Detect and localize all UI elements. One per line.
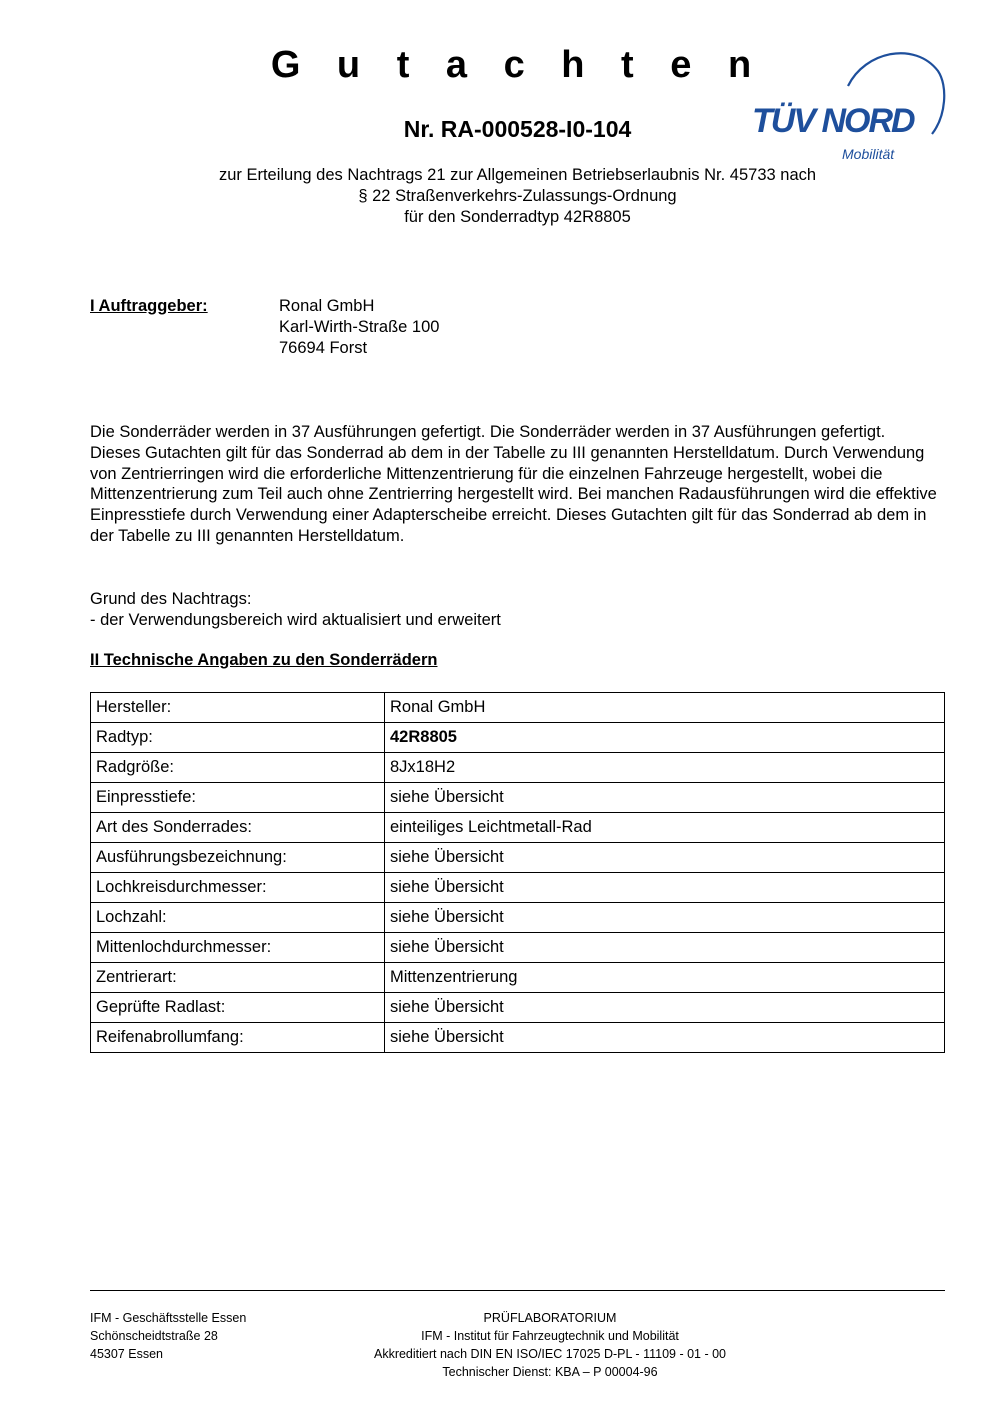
spec-value: siehe Übersicht [385,993,945,1023]
spec-table [90,692,945,1053]
table-row [91,843,945,873]
spec-value: Ronal GmbH [385,693,945,723]
table-row [91,993,945,1023]
table-row [91,753,945,783]
spec-key: Zentrierart: [91,963,385,993]
spec-value: 42R8805 [385,723,945,753]
spec-key: Hersteller: [91,693,385,723]
table-row [91,873,945,903]
table-row [91,903,945,933]
amendment-reason [90,589,501,631]
document-title: G u t a c h t e n [270,44,765,86]
description-paragraph: Die Sonderräder werden in 37 Ausführungen gefertigt. Die Sonderräder werden in 37 Ausführungen gefertigt. Dieses Gutachten gilt für das Sonderrad ab dem in der Tabelle zu III genannten Herstelldatum. Durch Verwendung von Zentrierringen wird die erforderliche Mittenzentrierung für die einzelnen Fahrzeuge hergestellt, wobei die Mittenzentrierung zum Teil auch ohne Zentrierring hergestellt wird. Bei manchen Radausführungen wird die effektive Einpresstiefe durch Verwendung einer Adapterscheibe erreicht. Dieses Gutachten gilt für das Sonderrad ab dem in der Tabelle zu III genannten Herstelldatum. [90,423,937,545]
spec-key: Geprüfte Radlast: [91,993,385,1023]
table-row [91,963,945,993]
document-number: Nr. RA-000528-I0-104 [403,116,632,142]
client-address-line: 76694 Forst [279,339,368,357]
spec-value: siehe Übersicht [385,933,945,963]
spec-value: Mittenzentrierung [385,963,945,993]
tuev-nord-logo [750,46,950,166]
footer-lab-line: Technischer Dienst: KBA – P 00004-96 [442,1365,658,1379]
table-row [91,783,945,813]
table-row [91,933,945,963]
table-row [91,723,945,753]
footer-address-line: Schönscheidtstraße 28 [90,1329,218,1343]
spec-key: Reifenabrollumfang: [91,1023,385,1053]
amendment-reason-label: Grund des Nachtrags: [90,590,252,608]
spec-value: siehe Übersicht [385,873,945,903]
spec-value: einteiliges Leichtmetall-Rad [385,813,945,843]
spec-key: Mittenlochdurchmesser: [91,933,385,963]
spec-key: Lochkreisdurchmesser: [91,873,385,903]
document-subtitle [0,165,993,228]
spec-key: Art des Sonderrades: [91,813,385,843]
table-row [91,813,945,843]
footer-lab-line: Akkreditiert nach DIN EN ISO/IEC 17025 D-PL - 11109 - 01 - 00 [373,1347,726,1361]
footer-address-line: 45307 Essen [90,1347,163,1361]
footer-address [90,1309,246,1363]
spec-value: siehe Übersicht [385,783,945,813]
table-row [91,693,945,723]
footer-lab-line: IFM - Institut für Fahrzeugtechnik und Mobilität [421,1329,679,1343]
spec-key: Radgröße: [91,753,385,783]
logo-wordmark: TÜV NORD [752,102,914,140]
spec-key: Ausführungsbezeichnung: [91,843,385,873]
amendment-reason-text: - der Verwendungsbereich wird aktualisiert und erweitert [90,610,501,629]
footer-lab-line: PRÜFLABORATORIUM [483,1311,617,1325]
footer-divider [90,1290,945,1291]
footer-address-line: IFM - Geschäftsstelle Essen [90,1311,247,1325]
subtitle-line: für den Sonderradtyp 42R8805 [404,208,631,226]
section-title: II Technische Angaben zu den Sonderrädern [90,651,438,669]
spec-value: 8Jx18H2 [385,753,945,783]
spec-value: siehe Übersicht [385,843,945,873]
spec-key: Lochzahl: [91,903,385,933]
footer-lab-info [300,1309,800,1381]
spec-key: Einpresstiefe: [91,783,385,813]
spec-value: siehe Übersicht [385,1023,945,1053]
spec-key: Radtyp: [91,723,385,753]
client-address [279,296,439,359]
client-label: I Auftraggeber: [90,297,208,315]
client-address-line: Ronal GmbH [279,297,375,315]
subtitle-line: zur Erteilung des Nachtrags 21 zur Allgemeinen Betriebserlaubnis Nr. 45733 nach [218,166,817,184]
client-address-line: Karl-Wirth-Straße 100 [279,318,440,336]
logo-subtitle: Mobilität [842,146,895,162]
table-row [91,1023,945,1053]
spec-value: siehe Übersicht [385,903,945,933]
subtitle-line: § 22 Straßenverkehrs-Zulassungs-Ordnung [358,187,677,205]
